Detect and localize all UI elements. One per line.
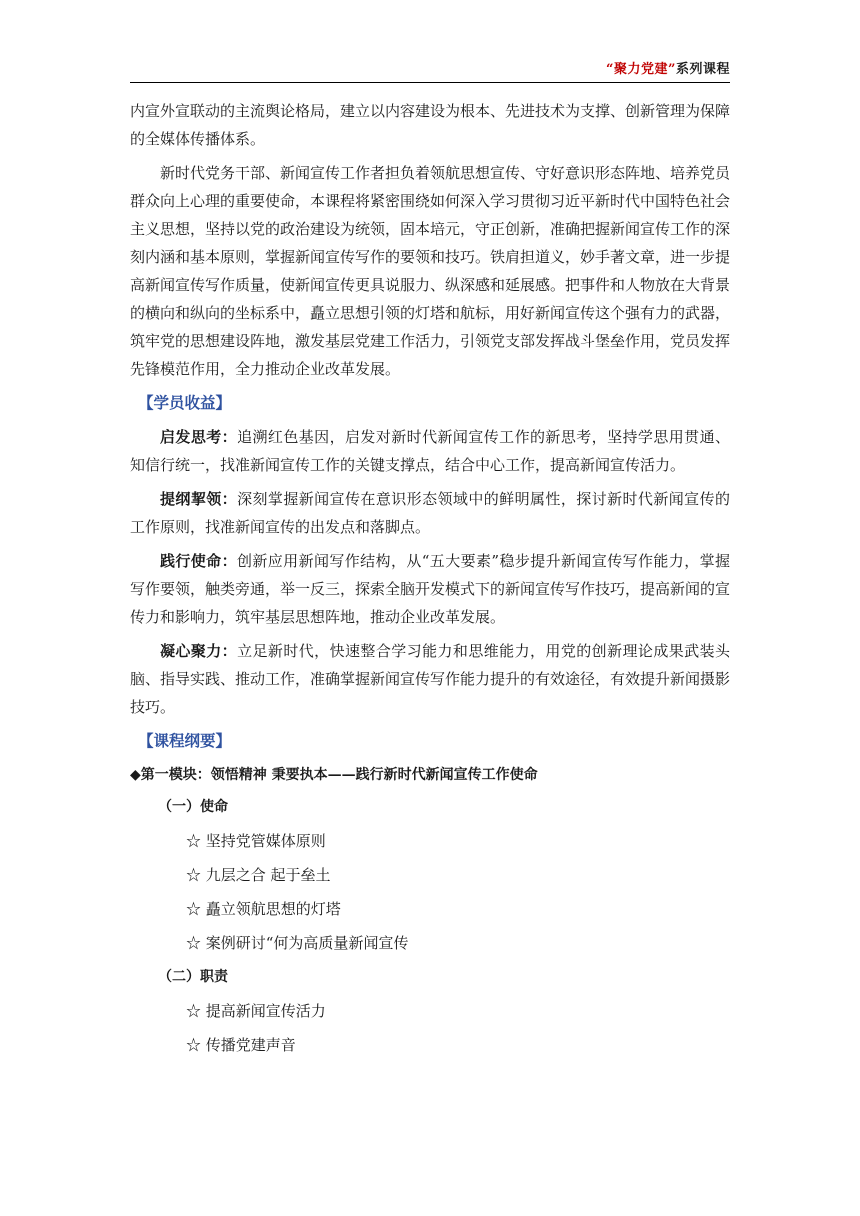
page-header	[130, 58, 730, 83]
module-1-title: ◆第一模块：领悟精神 秉要执本——践行新时代新闻宣传工作使命	[130, 767, 538, 783]
benefit-text: 追溯红色基因，启发对新时代新闻宣传工作的新思考，坚持学思用贯通、知信行统一，找准新闻宣传工作的关键支撑点，结合中心工作，提高新闻宣传活力。	[130, 428, 730, 474]
benefit-item	[130, 637, 730, 721]
intro-paragraph-2: 新时代党务干部、新闻宣传工作者担负着领航思想宣传、守好意识形态阵地、培养党员群众向上心理的重要使命，本课程将紧密围绕如何深入学习贯彻习近平新时代中国特色社会主义思想，坚持以党的政治建设为统领，固本培元，守正创新，准确把握新闻宣传工作的深刻内涵和基本原则，掌握新闻宣传写作的要领和技巧。铁肩担道义，妙手著文章，进一步提高新闻宣传写作质量，使新闻宣传更具说服力、纵深感和延展感。把事件和人物放在大背景的横向和纵向的坐标系中，矗立思想引领的灯塔和航标，用好新闻宣传这个强有力的武器，筑牢党的思想建设阵地，激发基层党建工作活力，引领党支部发挥战斗堡垒作用，党员发挥先锋模范作用，全力推动企业改革发展。	[130, 164, 731, 378]
benefit-title: 启发思考：	[160, 428, 238, 446]
outline-list-item: ☆ 坚持党管媒体原则	[186, 832, 326, 850]
subsection-mission: （一）使命	[158, 799, 228, 815]
benefits-heading: 【学员收益】	[138, 393, 232, 412]
outline-list-item: ☆ 提高新闻宣传活力	[186, 1002, 326, 1020]
outline-list-item: ☆ 九层之合 起于垒土	[186, 866, 331, 884]
intro-paragraph-1: 内宣外宣联动的主流舆论格局，建立以内容建设为根本、先进技术为支撑、创新管理为保障的全媒体传播体系。	[130, 102, 731, 148]
benefit-text: 深刻掌握新闻宣传在意识形态领域中的鲜明属性，探讨新时代新闻宣传的工作原则，找准新闻宣传的出发点和落脚点。	[130, 490, 730, 536]
benefit-text: 立足新时代，快速整合学习能力和思维能力，用党的创新理论成果武装头脑、指导实践、推动工作，准确掌握新闻宣传写作能力提升的有效途径，有效提升新闻摄影技巧。	[130, 642, 731, 716]
benefit-title: 提纲挈领：	[160, 490, 238, 508]
outline-list-item: ☆ 案例研讨“何为高质量新闻宣传	[186, 934, 409, 952]
outline-list-item: ☆ 矗立领航思想的灯塔	[186, 900, 341, 918]
benefit-title: 凝心聚力：	[160, 642, 238, 660]
outline-list-item: ☆ 传播党建声音	[186, 1036, 296, 1054]
document-body	[130, 97, 730, 1065]
header-highlight: “聚力党建”	[606, 62, 676, 77]
benefit-item	[130, 547, 730, 631]
benefit-title: 践行使命：	[160, 552, 237, 570]
header-suffix: 系列课程	[675, 62, 730, 77]
header-title	[606, 62, 730, 77]
benefit-item	[130, 485, 730, 541]
outline-heading: 【课程纲要】	[138, 731, 232, 750]
subsection-duty: （二）职责	[158, 969, 228, 985]
benefit-item	[130, 423, 730, 479]
benefit-text: 创新应用新闻写作结构，从“五大要素”稳步提升新闻宣传写作能力，掌握写作要领，触类旁通，举一反三，探索全脑开发模式下的新闻宣传写作技巧，提高新闻的宣传力和影响力，筑牢基层思想阵地，推动企业改革发展。	[130, 552, 731, 626]
